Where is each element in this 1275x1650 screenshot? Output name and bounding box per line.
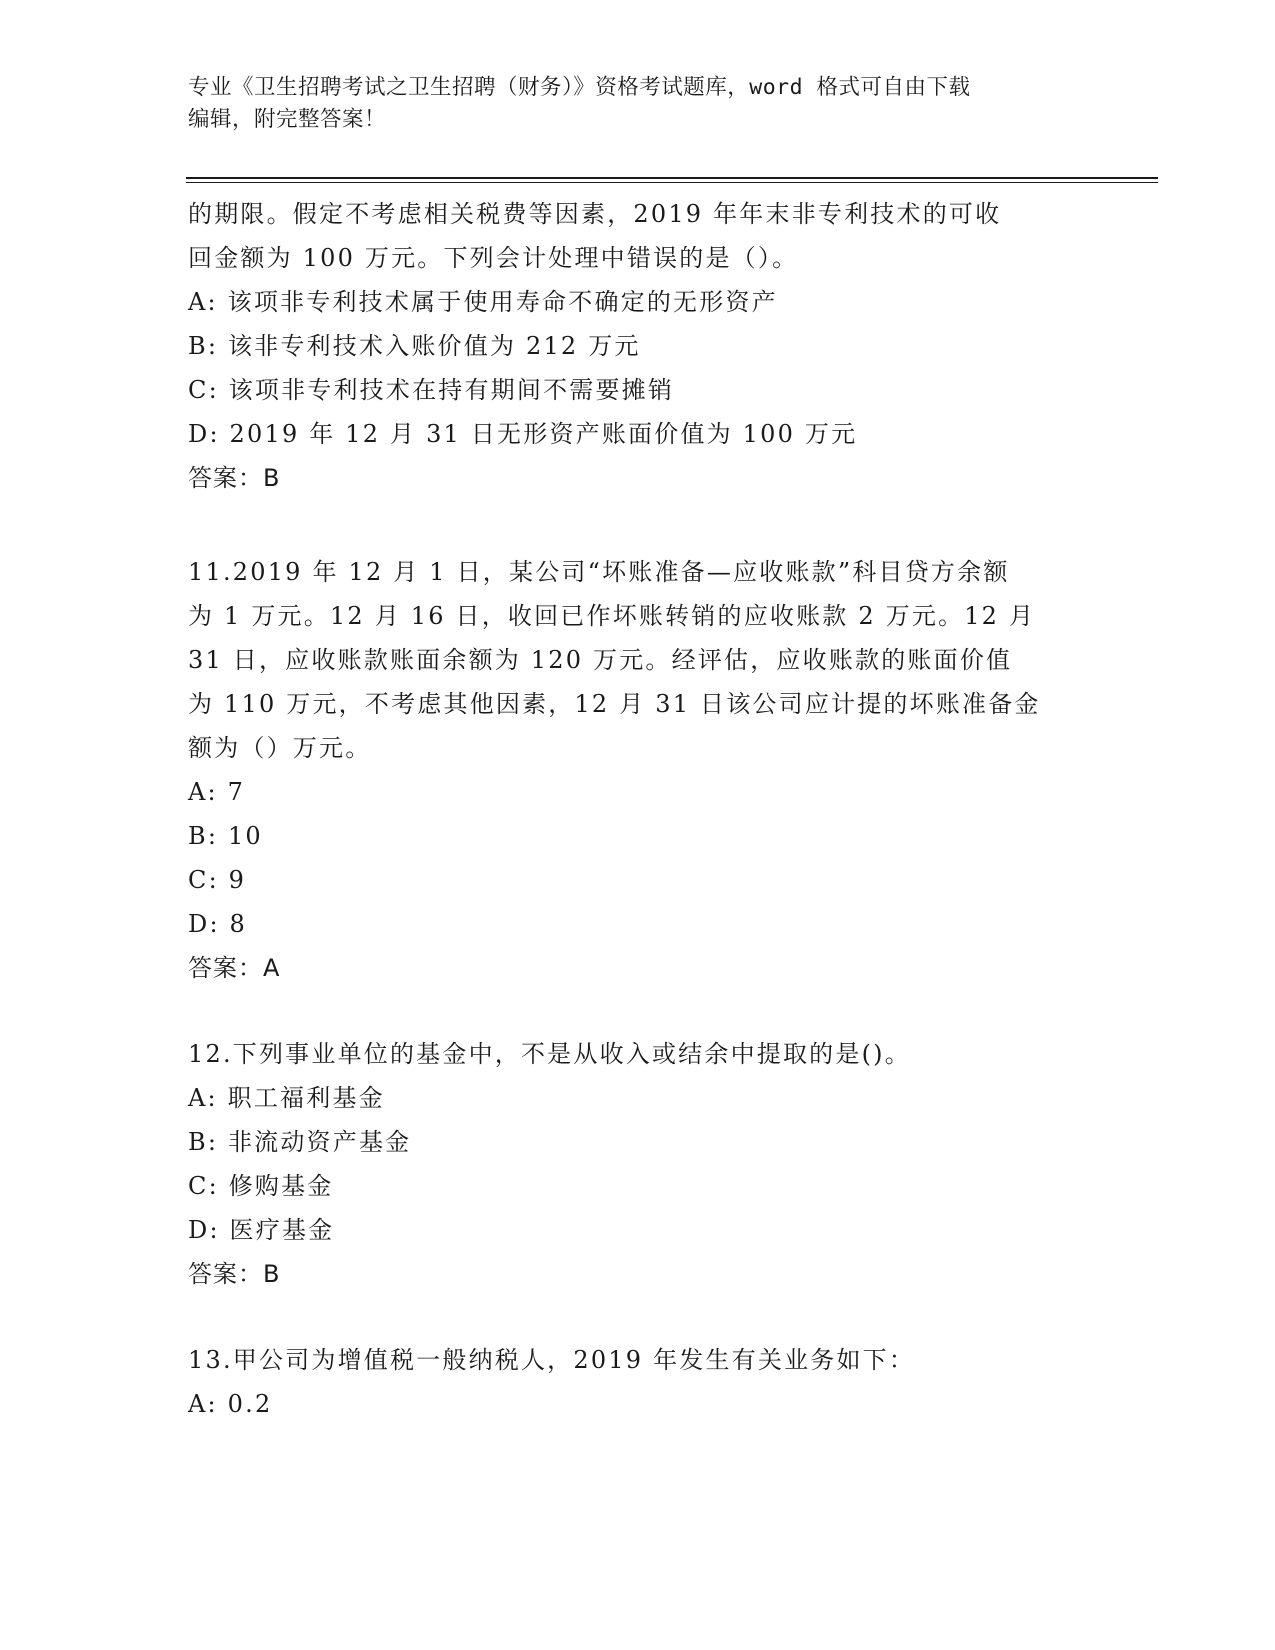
header-rule-thick: [186, 177, 1158, 179]
option-c: C: 修购基金: [188, 1172, 334, 1200]
question-stem-line: 回金额为 100 万元。下列会计处理中错误的是（）。: [188, 244, 799, 272]
answer: 答案：B: [188, 464, 281, 492]
question-stem-line: 为 1 万元。12 月 16 日，收回已作坏账转销的应收账款 2 万元。12 月: [188, 602, 1036, 630]
question-stem-line: 13.甲公司为增值税一般纳税人，2019 年发生有关业务如下：: [188, 1346, 916, 1374]
option-b: B: 非流动资产基金: [188, 1128, 412, 1156]
answer: 答案：A: [188, 954, 281, 982]
option-a: A: 职工福利基金: [188, 1084, 385, 1112]
answer: 答案：B: [188, 1260, 281, 1288]
question-13: [188, 1338, 1088, 1426]
option-c: C: 9: [188, 866, 247, 894]
option-d: D: 8: [188, 910, 248, 938]
question-stem-line: 的期限。假定不考虑相关税费等因素，2019 年年末非专利技术的可收: [188, 200, 1002, 228]
option-d: D: 医疗基金: [188, 1216, 335, 1244]
question-stem-line: 额为（）万元。: [188, 734, 372, 762]
header-line-2: 编辑，附完整答案！: [188, 107, 387, 132]
header-rule-thin: [186, 182, 1158, 183]
option-a: A: 0.2: [188, 1390, 273, 1418]
option-b: B: 该非专利技术入账价值为 212 万元: [188, 332, 641, 360]
option-b: B: 10: [188, 822, 263, 850]
header-line-1: 专业《卫生招聘考试之卫生招聘（财务）》资格考试题库，word 格式可自由下载: [188, 75, 971, 100]
option-c: C: 该项非专利技术在持有期间不需要摊销: [188, 376, 675, 404]
question-11: [188, 550, 1088, 990]
option-a: A: 7: [188, 778, 246, 806]
question-stem-line: 12.下列事业单位的基金中，不是从收入或结余中提取的是()。: [188, 1040, 911, 1068]
option-d: D: 2019 年 12 月 31 日无形资产账面价值为 100 万元: [188, 420, 858, 448]
question-12: [188, 1032, 1088, 1296]
question-stem-line: 为 110 万元，不考虑其他因素，12 月 31 日该公司应计提的坏账准备金: [188, 690, 1041, 718]
page-header: [188, 72, 1088, 136]
question-content: [188, 192, 1088, 1426]
option-a: A: 该项非专利技术属于使用寿命不确定的无形资产: [188, 288, 778, 316]
question-stem-line: 31 日，应收账款账面余额为 120 万元。经评估，应收账款的账面价值: [188, 646, 1013, 674]
question-stem-line: 11.2019 年 12 月 1 日，某公司“坏账准备—应收账款”科目贷方余额: [188, 558, 1010, 586]
question-10: [188, 192, 1088, 500]
